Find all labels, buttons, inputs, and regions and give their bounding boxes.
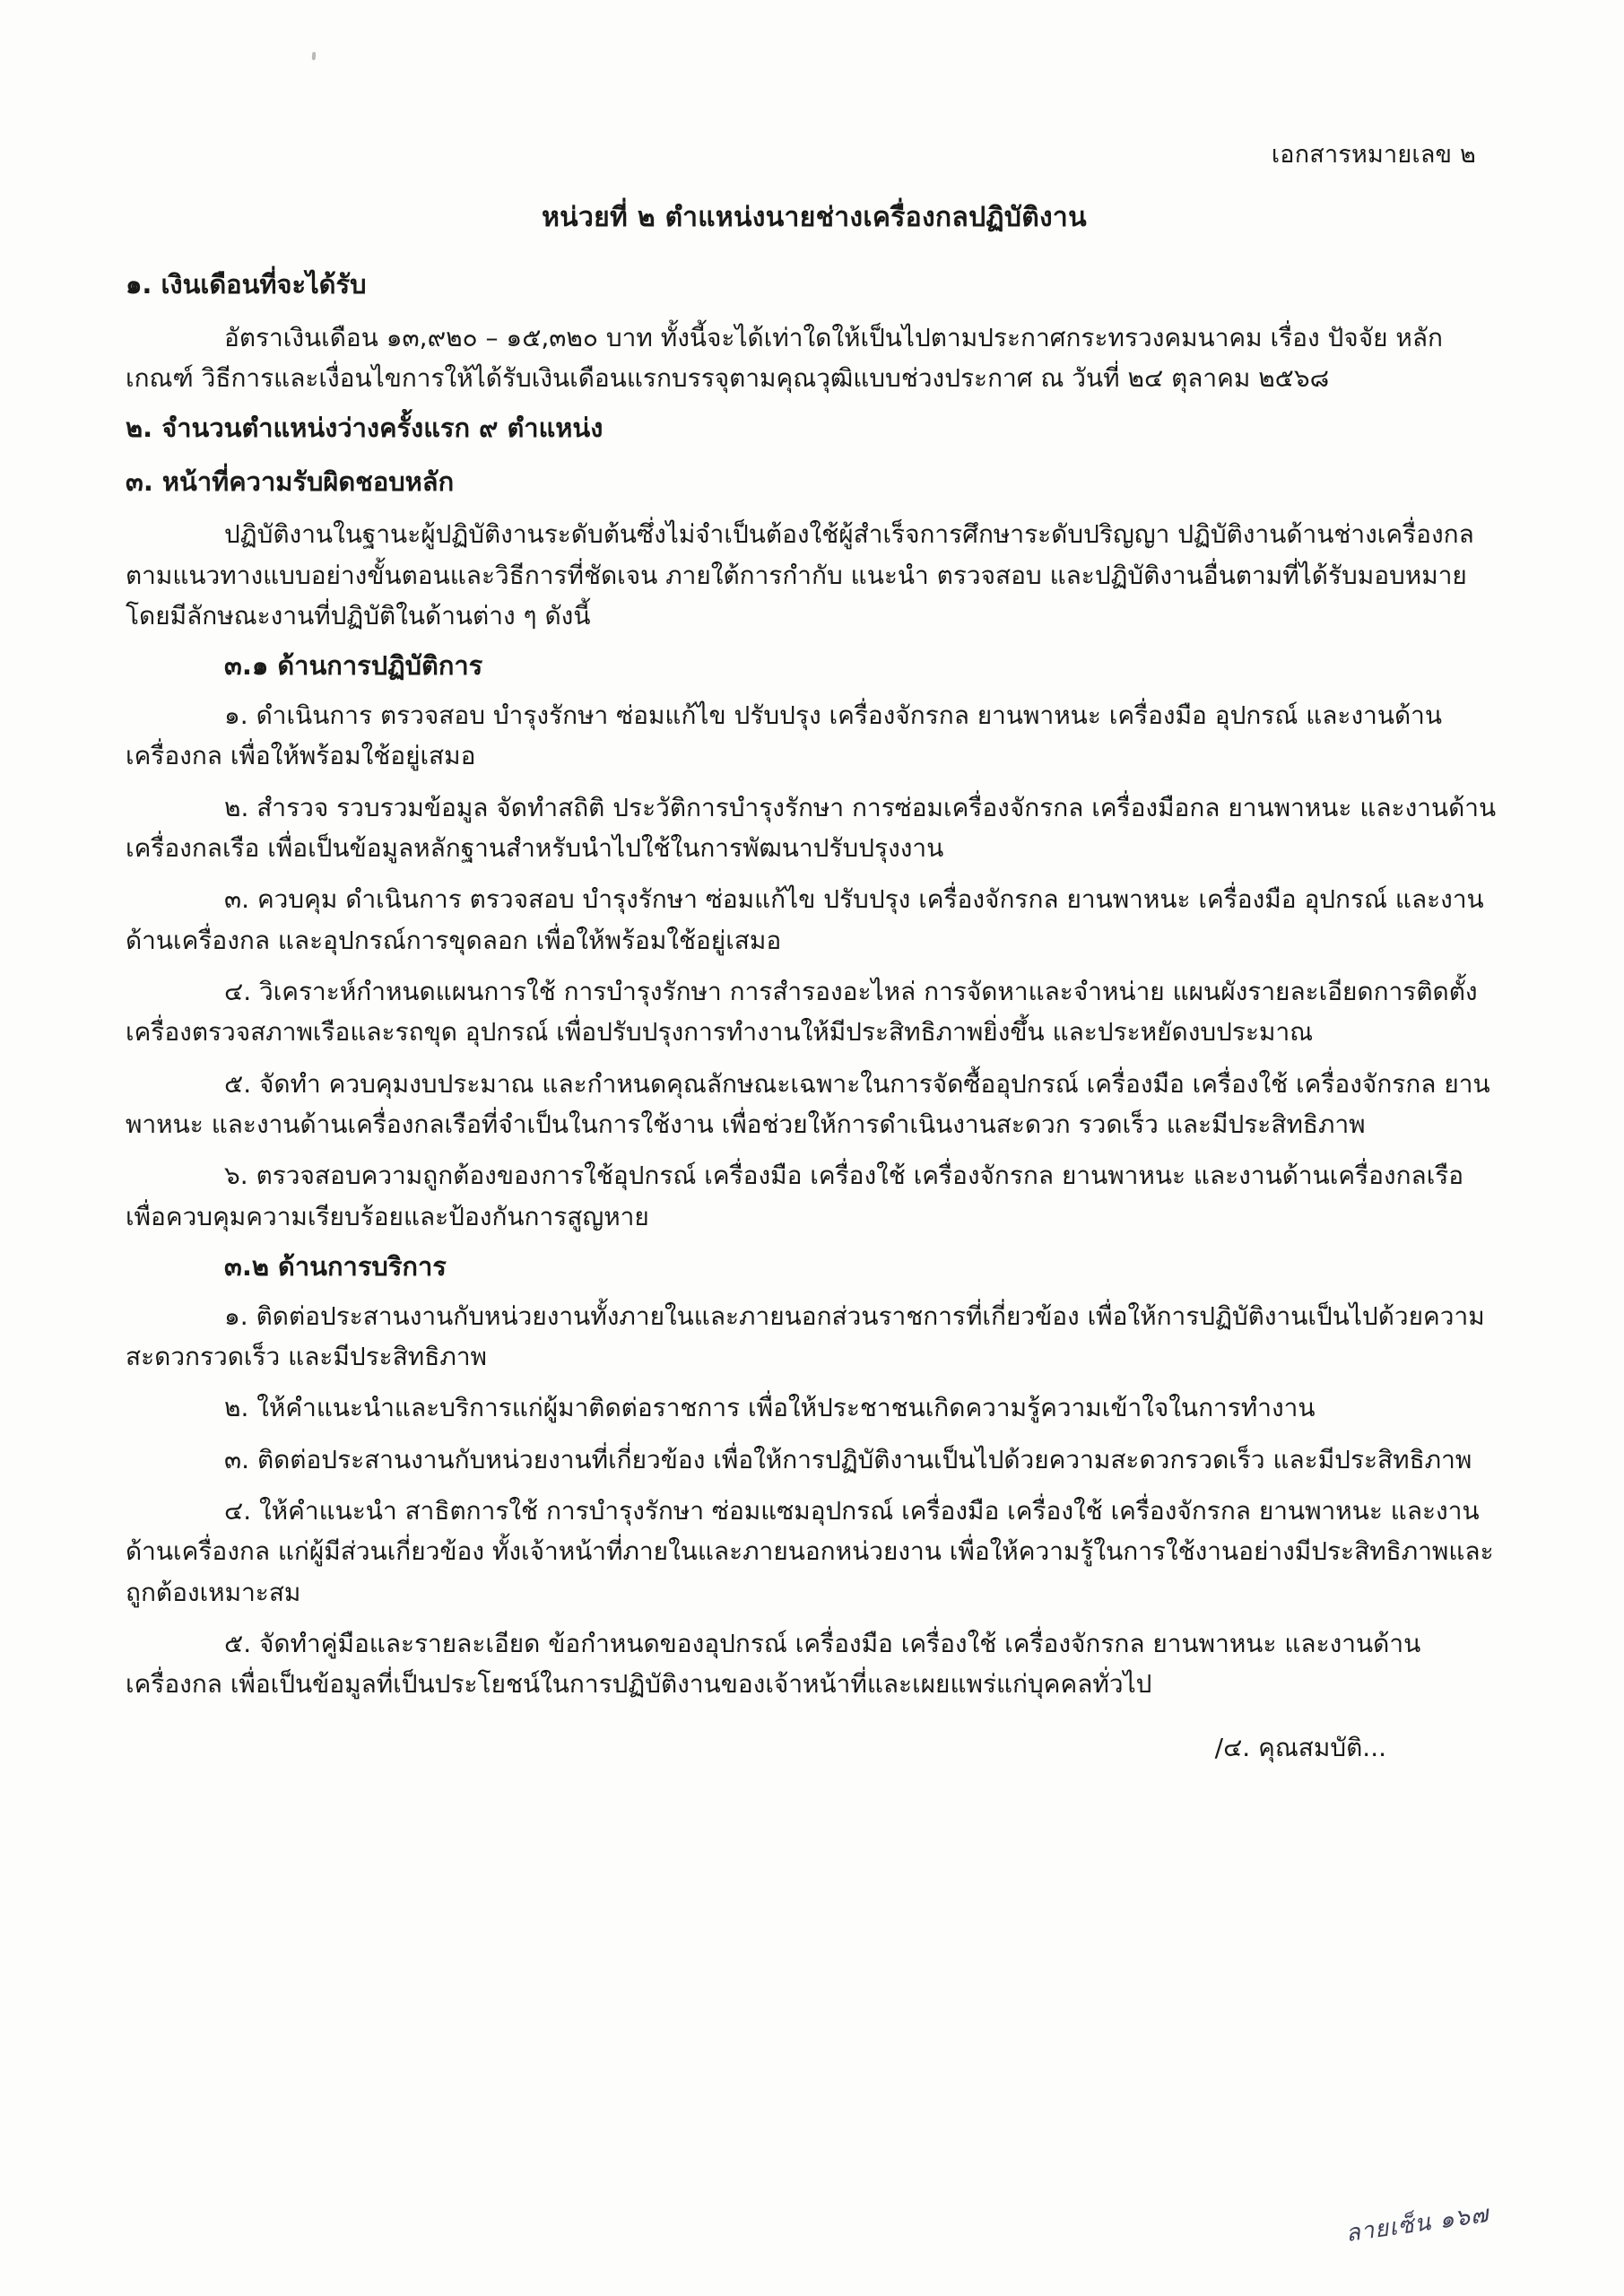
section-paragraph-salary: อัตราเงินเดือน ๑๓,๙๒๐ – ๑๕,๓๒๐ บาท ทั้งนี้จะได้เท่าใดให้เป็นไปตามประกาศกระทรวงคมนาคม เรื่อง ปัจจัย หลักเกณฑ์ วิธีการและเงื่อนไขการให้ได้รับเงินเดือนแรกบรรจุตามคุณวุฒิแบบช่วงประกาศ ณ วันที่ ๒๔ ตุลาคม ๒๕๖๘ xyxy=(126,322,1443,393)
list-item: ๓. ติดต่อประสานงานกับหน่วยงานที่เกี่ยวข้อง เพื่อให้การปฏิบัติงานเป็นไปด้วยความสะดวกรวดเร็ว และมีประสิทธิภาพ xyxy=(224,1444,1472,1474)
subsection-heading-operations: ๓.๑ ด้านการปฏิบัติการ xyxy=(224,650,483,682)
list-item: ๕. จัดทำ ควบคุมงบประมาณ และกำหนดคุณลักษณะเฉพาะในการจัดซื้ออุปกรณ์ เครื่องมือ เครื่องใช้ เครื่องจักรกล ยานพาหนะ และงานด้านเครื่องกลเรือที่จำเป็นในการใช้งาน เพื่อช่วยให้การดำเนินงานสะดวก รวดเร็ว และมีประสิทธิภาพ xyxy=(126,1068,1490,1140)
list-item: ๔. ให้คำแนะนำ สาธิตการใช้ การบำรุงรักษา ซ่อมแซมอุปกรณ์ เครื่องมือ เครื่องใช้ เครื่องจักรกล ยานพาหนะ และงานด้านเครื่องกล แก่ผู้มีส่วนเกี่ยวข้อง ทั้งเจ้าหน้าที่ภายในและภายนอกหน่วยงาน เพื่อให้ความรู้ในการใช้งานอย่างมีประสิทธิภาพและถูกต้องเหมาะสม xyxy=(126,1496,1494,1607)
page-continuation-note: /๔. คุณสมบัติ... xyxy=(1214,1732,1386,1762)
list-item: ๑. ดำเนินการ ตรวจสอบ บำรุงรักษา ซ่อมแก้ไข ปรับปรุง เครื่องจักรกล ยานพาหนะ เครื่องมือ อุปกรณ์ และงานด้านเครื่องกล เพื่อให้พร้อมใช้อยู่เสมอ xyxy=(126,700,1443,771)
section-heading-responsibilities: ๓. หน้าที่ความรับผิดชอบหลัก xyxy=(126,465,455,497)
signature-mark: ลายเซ็น ๑๖๗ xyxy=(1343,2200,1491,2248)
subsection-heading-service: ๓.๒ ด้านการบริการ xyxy=(224,1251,447,1283)
section-heading-salary: ๑. เงินเดือนที่จะได้รับ xyxy=(126,269,367,300)
list-item: ๒. ให้คำแนะนำและบริการแก่ผู้มาติดต่อราชการ เพื่อให้ประชาชนเกิดความรู้ความเข้าใจในการทำงาน xyxy=(224,1393,1316,1423)
document-reference: เอกสารหมายเลข ๒ xyxy=(1271,141,1476,169)
section-paragraph-responsibilities: ปฏิบัติงานในฐานะผู้ปฏิบัติงานระดับต้นซึ่งไม่จำเป็นต้องใช้ผู้สำเร็จการศึกษาระดับปริญญา ปฏิบัติงานด้านช่างเครื่องกล ตามแนวทางแบบอย่างขั้นตอนและวิธีการที่ชัดเจน ภายใต้การกำกับ แนะนำ ตรวจสอบ และปฏิบัติงานอื่นตามที่ได้รับมอบหมาย โดยมีลักษณะงานที่ปฏิบัติในด้านต่าง ๆ ดังนี้ xyxy=(126,519,1474,631)
list-item: ๖. ตรวจสอบความถูกต้องของการใช้อุปกรณ์ เครื่องมือ เครื่องใช้ เครื่องจักรกล ยานพาหนะ และงานด้านเครื่องกลเรือ เพื่อควบคุมความเรียบร้อยและป้องกันการสูญหาย xyxy=(126,1161,1464,1231)
list-item: ๑. ติดต่อประสานงานกับหน่วยงานทั้งภายในและภายนอกส่วนราชการที่เกี่ยวข้อง เพื่อให้การปฏิบัติงานเป็นไปด้วยความสะดวกรวดเร็ว และมีประสิทธิภาพ xyxy=(126,1300,1485,1371)
list-item: ๓. ควบคุม ดำเนินการ ตรวจสอบ บำรุงรักษา ซ่อมแก้ไข ปรับปรุง เครื่องจักรกล ยานพาหนะ เครื่องมือ อุปกรณ์ และงานด้านเครื่องกล และอุปกรณ์การขุดลอก เพื่อให้พร้อมใช้อยู่เสมอ xyxy=(126,884,1484,955)
list-item: ๕. จัดทำคู่มือและรายละเอียด ข้อกำหนดของอุปกรณ์ เครื่องมือ เครื่องใช้ เครื่องจักรกล ยานพาหนะ และงานด้านเครื่องกล เพื่อเป็นข้อมูลที่เป็นประโยชน์ในการปฏิบัติงานของเจ้าหน้าที่และเผยแพร่แก่บุคคลทั่วไป xyxy=(126,1629,1421,1700)
list-item: ๔. วิเคราะห์กำหนดแผนการใช้ การบำรุงรักษา การสำรองอะไหล่ การจัดหาและจำหน่าย แผนผังรายละเอียดการติดตั้งเครื่องตรวจสภาพเรือและรถขุด อุปกรณ์ เพื่อปรับปรุงการทำงานให้มีประสิทธิภาพยิ่งขึ้น และประหยัดงบประมาณ xyxy=(126,976,1478,1048)
section-heading-vacancies: ๒. จำนวนตำแหน่งว่างครั้งแรก ๙ ตำแหน่ง xyxy=(126,413,604,444)
scan-artifact xyxy=(312,52,317,60)
page-title: หน่วยที่ ๒ ตำแหน่งนายช่างเครื่องกลปฏิบัติงาน xyxy=(542,202,1087,233)
list-item: ๒. สำรวจ รวบรวมข้อมูล จัดทำสถิติ ประวัติการบำรุงรักษา การซ่อมเครื่องจักรกล เครื่องมือกล ยานพาหนะ และงานด้านเครื่องกลเรือ เพื่อเป็นข้อมูลหลักฐานสำหรับนำไปใช้ในการพัฒนาปรับปรุงงาน xyxy=(126,792,1497,863)
